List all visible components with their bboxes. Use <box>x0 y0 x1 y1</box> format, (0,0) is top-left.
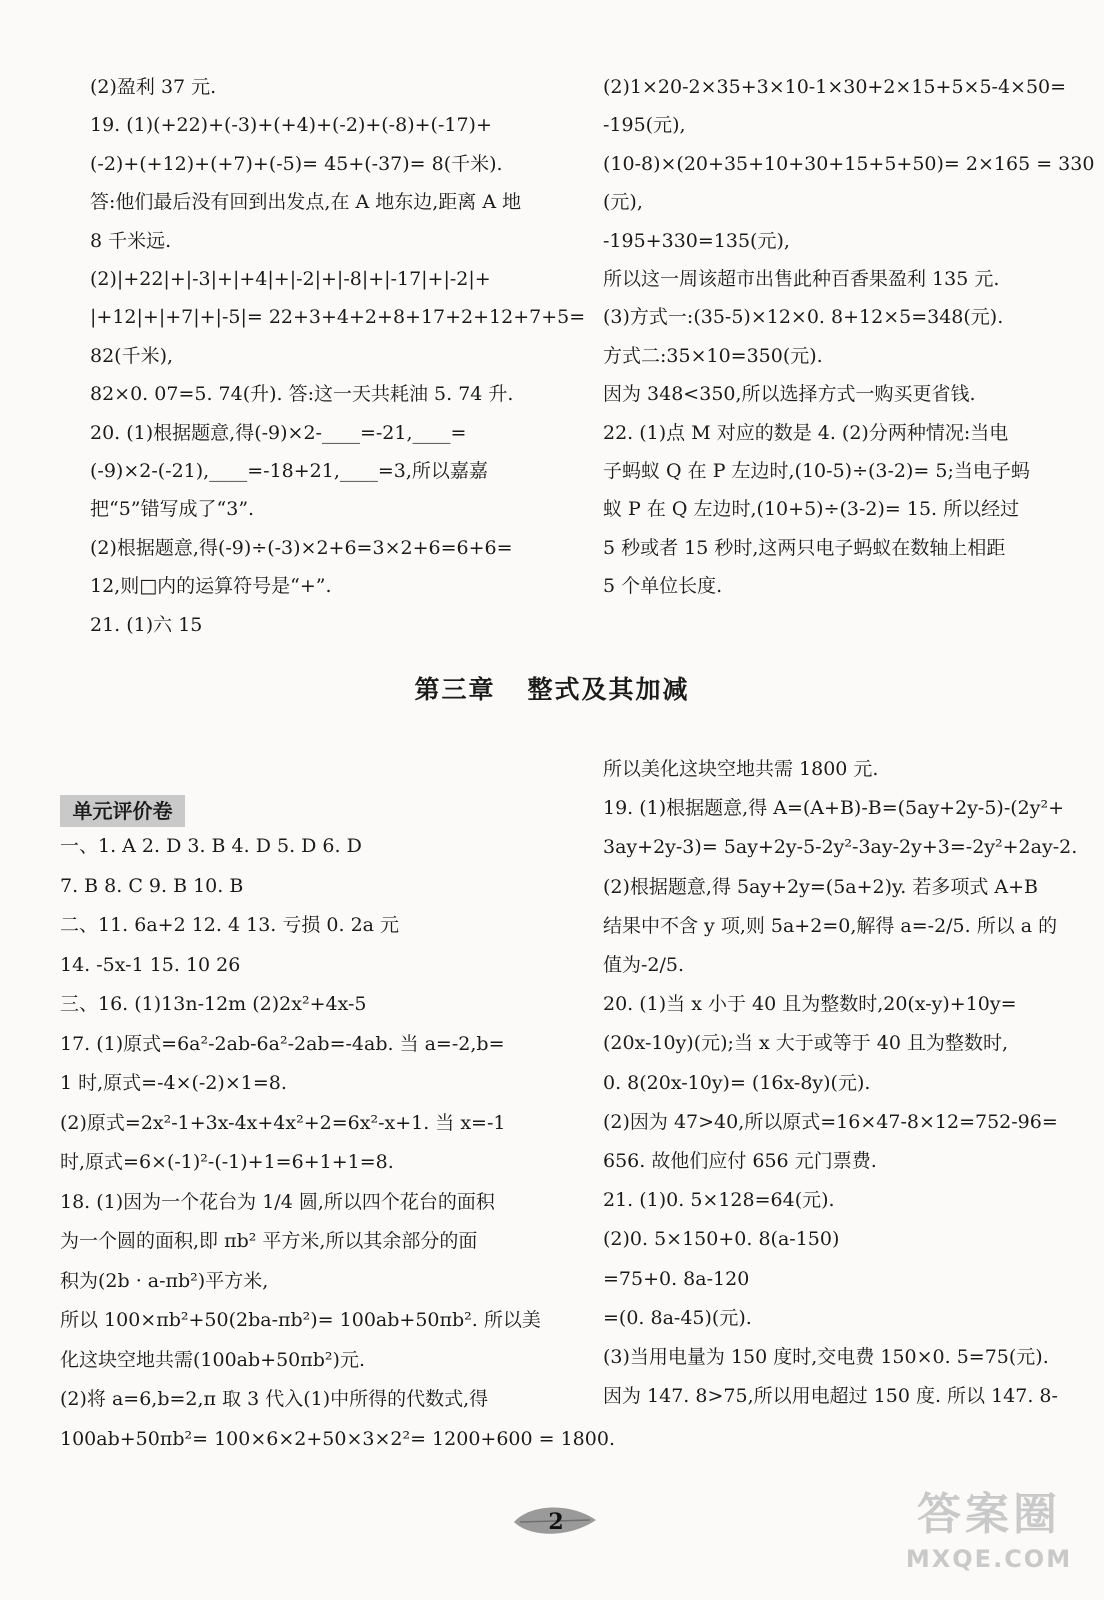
text-line: 时,原式=6×(-1)²-(-1)+1=6+1+1=8. <box>60 1151 394 1173</box>
text-line: (-2)+(+12)+(+7)+(-5)= 45+(-37)= 8(千米). <box>90 152 503 175</box>
text-line: 82×0. 07=5. 74(升). 答:这一天共耗油 5. 74 升. <box>90 383 514 406</box>
text-line: 所以美化这块空地共需 1800 元. <box>603 758 879 780</box>
text-line: 三、16. (1)13n-12m (2)2x²+4x-5 <box>60 993 367 1015</box>
text-line: 8 千米远. <box>90 229 172 252</box>
text-line: (2)根据题意,得 5ay+2y=(5a+2)y. 若多项式 A+B <box>603 875 1038 898</box>
text-line: 12,则□内的运算符号是“+”. <box>90 575 332 598</box>
text-line: -195+330=135(元), <box>603 229 790 252</box>
text-line: (元), <box>603 191 643 214</box>
text-line: 19. (1)(+22)+(-3)+(+4)+(-2)+(-8)+(-17)+ <box>90 114 492 137</box>
leaf-icon <box>510 1500 600 1540</box>
text-line: 值为-2/5. <box>603 954 685 976</box>
text-line: 1 时,原式=-4×(-2)×1=8. <box>60 1072 287 1094</box>
text-line: 3ay+2y-3)= 5ay+2y-5-2y²-3ay-2y+3=-2y²+2ay-2. <box>603 836 1078 859</box>
text-line: (10-8)×(20+35+10+30+15+5+50)= 2×165 = 330 <box>603 152 1095 175</box>
chapter-title: 第三章 整式及其加减 <box>414 675 690 704</box>
text-line: 方式二:35×10=350(元). <box>603 344 823 367</box>
text-line: (2)原式=2x²-1+3x-4x+4x²+2=6x²-x+1. 当 x=-1 <box>60 1111 506 1134</box>
text-line: 答:他们最后没有回到出发点,在 A 地东边,距离 A 地 <box>90 191 522 214</box>
text-line: (2)将 a=6,b=2,π 取 3 代入(1)中所得的代数式,得 <box>60 1388 489 1410</box>
text-line: (2)根据题意,得(-9)÷(-3)×2+6=3×2+6=6+6= <box>90 536 513 559</box>
text-line: 为一个圆的面积,即 πb² 平方米,所以其余部分的面 <box>60 1230 478 1252</box>
text-line: -195(元), <box>603 114 686 137</box>
text-line: 17. (1)原式=6a²-2ab-6a²-2ab=-4ab. 当 a=-2,b= <box>60 1032 505 1055</box>
text-line: (2)0. 5×150+0. 8(a-150) <box>603 1228 840 1251</box>
text-line: 5 个单位长度. <box>603 575 723 598</box>
text-line: (2)1×20-2×35+3×10-1×30+2×15+5×5-4×50= <box>603 76 1067 98</box>
text-line: 蚁 P 在 Q 左边时,(10+5)÷(3-2)= 15. 所以经过 <box>603 498 1020 521</box>
text-line: 19. (1)根据题意,得 A=(A+B)-B=(5ay+2y-5)-(2y²+ <box>603 797 1065 820</box>
text-line: 22. (1)点 M 对应的数是 4. (2)分两种情况:当电 <box>603 421 1009 444</box>
text-line: 20. (1)根据题意,得(-9)×2-____=-21,____= <box>90 421 467 444</box>
page-number-badge <box>510 1500 600 1540</box>
text-line: 20. (1)当 x 小于 40 且为整数时,20(x-y)+10y= <box>603 993 1017 1016</box>
watermark-logo <box>904 1485 1074 1595</box>
text-line: 因为 348<350,所以选择方式一购买更省钱. <box>603 383 976 406</box>
text-line: =(0. 8a-45)(元). <box>603 1306 752 1329</box>
section-label: 单元评价卷 <box>60 795 185 827</box>
text-line: (20x-10y)(元);当 x 大于或等于 40 且为整数时, <box>603 1032 1009 1055</box>
text-line: 5 秒或者 15 秒时,这两只电子蚂蚁在数轴上相距 <box>603 536 1006 559</box>
text-line: 所以 100×πb²+50(2ba-πb²)= 100ab+50πb². 所以美 <box>60 1309 541 1331</box>
text-line: 积为(2b · a-πb²)平方米, <box>60 1269 269 1292</box>
text-line: (2)|+22|+|-3|+|+4|+|-2|+|-8|+|-17|+|-2|+ <box>90 268 491 290</box>
text-line: 21. (1)0. 5×128=64(元). <box>603 1189 835 1212</box>
text-line: 结果中不含 y 项,则 5a+2=0,解得 a=-2/5. 所以 a 的 <box>603 914 1058 937</box>
text-line: 0. 8(20x-10y)= (16x-8y)(元). <box>603 1071 871 1094</box>
text-line: =75+0. 8a-120 <box>603 1267 750 1290</box>
text-line: 656. 故他们应付 656 元门票费. <box>603 1150 877 1172</box>
text-line: 7. B 8. C 9. B 10. B <box>60 874 244 897</box>
page-number: 2 <box>548 1509 564 1535</box>
text-line: 100ab+50πb²= 100×6×2+50×3×2²= 1200+600 = 1800. <box>60 1427 615 1450</box>
text-line: 所以这一周该超市出售此种百香果盈利 135 元. <box>603 268 1000 290</box>
text-line: (3)方式一:(35-5)×12×0. 8+12×5=348(元). <box>603 306 1004 329</box>
text-line: |+12|+|+7|+|-5|= 22+3+4+2+8+17+2+12+7+5= <box>90 306 586 329</box>
text-line: 18. (1)因为一个花台为 1/4 圆,所以四个花台的面积 <box>60 1190 495 1213</box>
text-line: 因为 147. 8>75,所以用电超过 150 度. 所以 147. 8- <box>603 1385 1058 1408</box>
text-line: 子蚂蚁 Q 在 P 左边时,(10-5)÷(3-2)= 5;当电子蚂 <box>603 460 1030 482</box>
text-line: 14. -5x-1 15. 10 26 <box>60 953 241 976</box>
text-line: 一、1. A 2. D 3. B 4. D 5. D 6. D <box>60 835 362 857</box>
text-line: 二、11. 6a+2 12. 4 13. 亏损 0. 2a 元 <box>60 914 400 936</box>
text-line: (3)当用电量为 150 度时,交电费 150×0. 5=75(元). <box>603 1346 1049 1368</box>
text-line: 化这块空地共需(100ab+50πb²)元. <box>60 1348 365 1371</box>
watermark-top-text: 答案圈 <box>917 1489 1061 1540</box>
text-line: 82(千米), <box>90 344 174 367</box>
text-line: (-9)×2-(-21),____=-18+21,____=3,所以嘉嘉 <box>90 460 488 482</box>
text-line: 把“5”错写成了“3”. <box>90 498 255 521</box>
watermark-bottom-text: MXQE.COM <box>905 1545 1073 1573</box>
text-line: (2)因为 47>40,所以原式=16×47-8×12=752-96= <box>603 1110 1058 1133</box>
text-line: 21. (1)六 15 <box>90 613 203 636</box>
text-line: (2)盈利 37 元. <box>90 76 217 98</box>
